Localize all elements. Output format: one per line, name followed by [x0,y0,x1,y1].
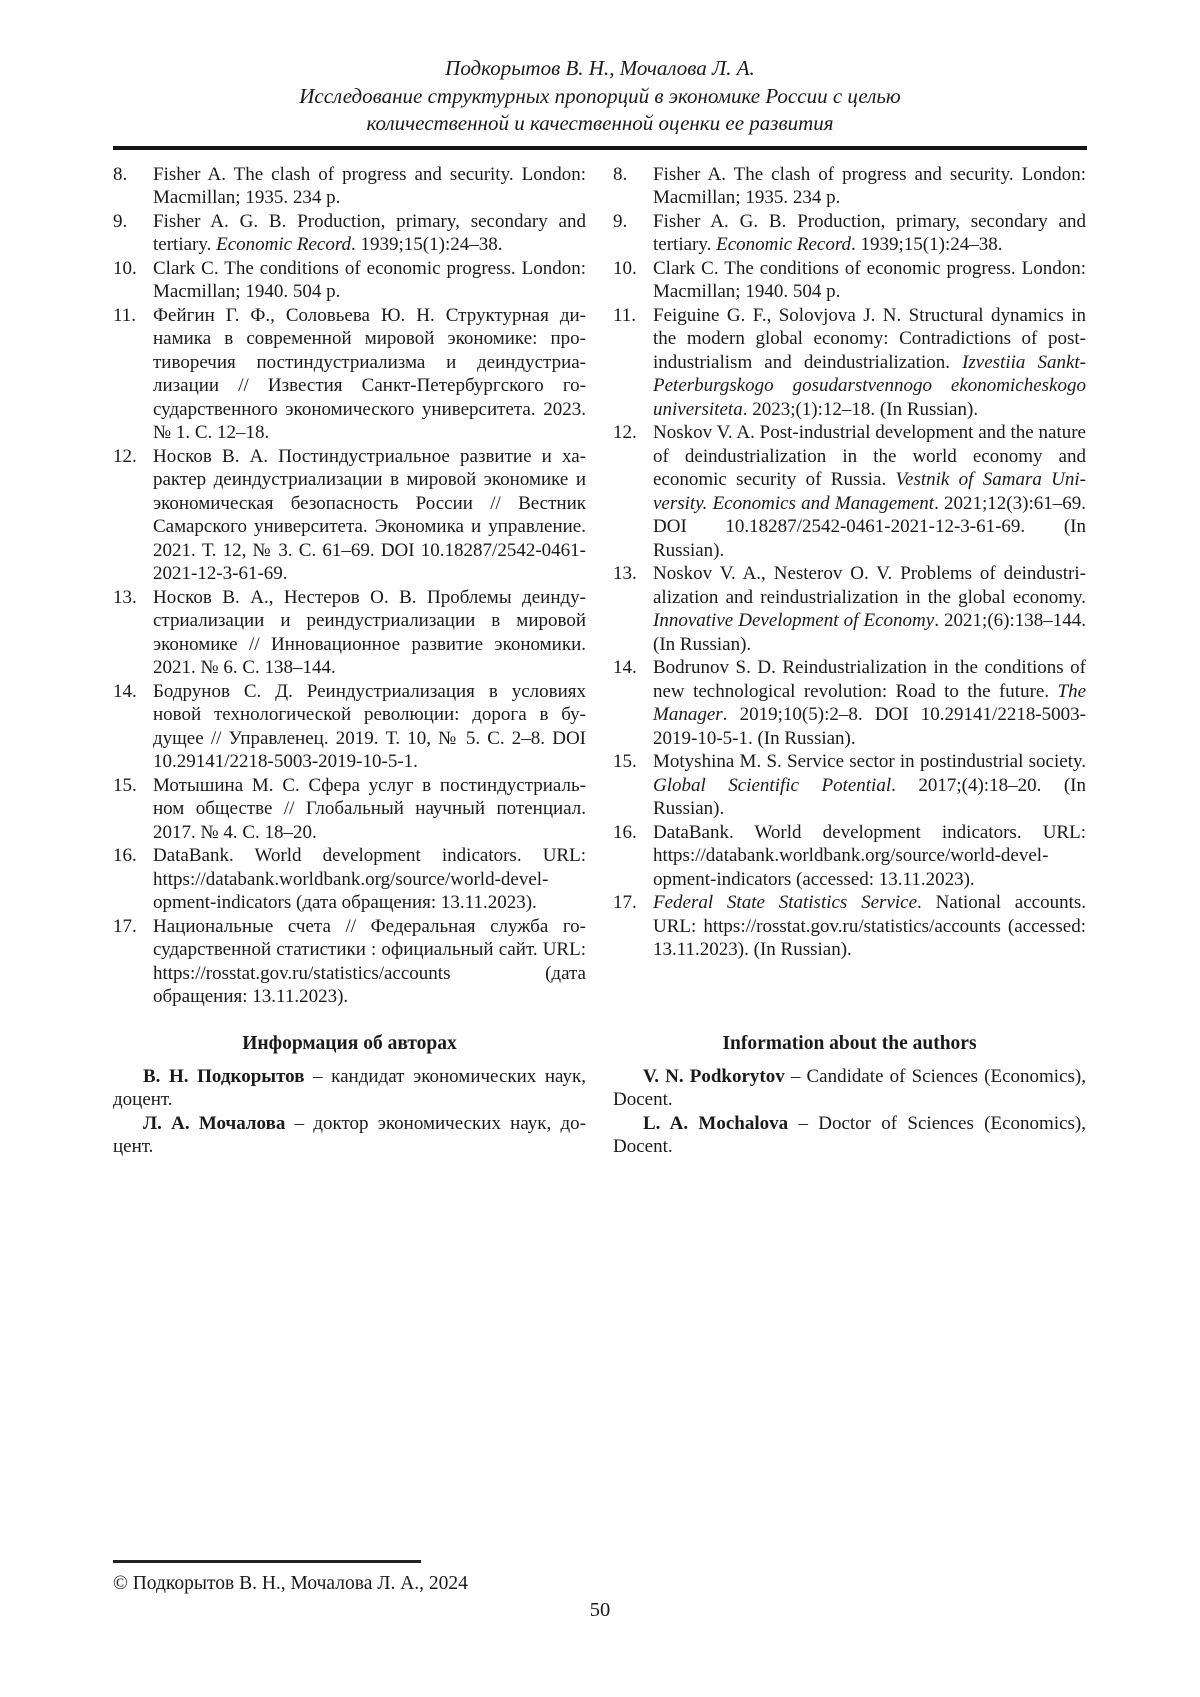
reference-text: Clark C. The conditions of economic progress. London: Macmillan; 1940. 504 p. [153,257,586,302]
reference-item [613,210,1086,257]
author-info [613,1112,1086,1159]
header-rule [113,146,1087,150]
reference-item [113,680,586,774]
reference-text: Feiguine G. F., Solovjova J. N. Structural dynamics in the modern global economy: Contradictions of post-industrialism and deindustrialization. Izvestiia Sankt-Peterburgskogo gosudarstvennogo ekonomicheskogo universiteta. 2023;(1):12–18. (In Russian). [653,304,1087,420]
author-description: – Doctor of Sciences (Economics), Docent. [613,1112,1087,1157]
reference-number: 14. [113,680,137,702]
article-header [113,0,1087,138]
reference-number: 10. [613,257,637,279]
reference-text: DataBank. World development indicators. URL: https://databank.worldbank.org/source/world-development-indicators (accessed: 13.11.2023). [653,821,1086,890]
references-section [113,163,1087,1009]
reference-number: 9. [113,210,128,232]
page-content [113,0,1087,1159]
author-description: – кандидат экономических наук, доцент. [113,1065,586,1110]
reference-number: 11. [113,304,137,326]
footer-rule [113,1560,421,1563]
reference-text: Национальные счета // Федеральная служба государственной статистики : официальный сайт. URL: https://rosstat.gov.ru/statistics/accounts (дата обращения: 13.11.2023). [153,915,586,1007]
references-left [113,163,586,1009]
reference-item [613,656,1086,750]
reference-item [613,821,1086,892]
reference-item [113,774,586,845]
reference-number: 15. [113,774,137,796]
author-name: L. A. Mochalova [643,1112,789,1134]
reference-number: 14. [613,657,637,678]
reference-item [113,163,586,210]
author-description: – доктор экономических наук, доцент. [113,1112,587,1157]
reference-text: Noskov V. A., Nesterov O. V. Problems of deindustrialization and reindustrialization in the global economy. Innovative Development of Economy. 2021;(6):138–144. (In Russian). [653,563,1086,655]
reference-text: Motyshina M. S. Service sector in postindustrial society. Global Scientific Potential. 2017;(4):18–20. (In Russian). [653,751,1086,819]
info-heading-ru: Информация об авторах [242,1032,457,1054]
reference-number: 11. [613,304,637,326]
reference-item [613,257,1086,304]
author-info [613,1065,1086,1112]
reference-item [613,421,1086,562]
reference-number: 13. [613,563,637,584]
reference-text: Fisher A. The clash of progress and security. London: Macmillan; 1935. 234 p. [153,163,586,208]
reference-number: 13. [113,586,137,608]
references-right [613,163,1086,1009]
author-name: V. N. Podkorytov [643,1065,785,1087]
reference-item [113,257,586,304]
authors-info-left [113,1032,586,1159]
authors-right [613,1065,1086,1159]
reference-text: Bodrunov S. D. Reindustrialization in the conditions of new technological revolution: Road to the future. The Manager. 2019;10(5):2–8. DOI 10.29141/2218-5003-2019-10-5-1. (In Russian). [653,657,1086,749]
author-info [113,1065,586,1112]
reference-item [113,915,586,1009]
reference-text: Noskov V. A. Post-industrial development and the nature of deindustrialization in the world economy and economic security of Russia. Vestnik of Samara University. Economics and Management. 2021;12(3):61–69. DOI 10.18287/2542-0461-2021-12-3-61-69. (In Russian). [653,422,1086,561]
reference-number: 12. [113,445,137,467]
reference-item [113,844,586,915]
reference-text: Носков В. А. Постиндустриальное развитие и характер деиндустриализации в мировой экономике и экономическая безопасность России // Вестник Самарского университета. Экономика и управление. 2021. Т. 12, № 3. С. 61–69. DOI 10.18287/2542-0461-2021-12-3-61-69. [153,445,586,584]
reference-number: 16. [613,821,637,843]
authors-info-right [613,1032,1086,1159]
reference-item [113,445,586,586]
reference-number: 9. [613,210,628,232]
authors-info-section [113,1032,1087,1159]
reference-number: 12. [613,422,637,443]
reference-item [113,586,586,680]
info-heading-en: Information about the authors [722,1032,977,1054]
reference-item [613,562,1086,656]
reference-item [613,163,1086,210]
reference-item [613,750,1086,821]
reference-number: 16. [113,845,137,866]
reference-number: 17. [113,915,137,937]
reference-number: 15. [613,751,637,772]
reference-text: Носков В. А., Нестеров О. В. Проблемы деиндустриализации и реиндустриализации в мировой экономике // Инновационное развитие экономики. 2021. № 6. С. 138–144. [153,586,586,678]
reference-number: 8. [613,163,628,185]
reference-text: Бодрунов С. Д. Реиндустриализация в условиях новой технологической революции: дорога в будущее // Управленец. 2019. Т. 10, № 5. С. 2–8. DOI 10.29141/2218-5003-2019-10-5-1. [153,680,586,772]
header-authors: Подкорытов В. Н., Мочалова Л. А. [445,56,755,80]
reference-item [613,891,1086,962]
reference-item [113,304,586,445]
reference-text: Fisher A. G. B. Production, primary, secondary and tertiary. Economic Record. 1939;15(1):24–38. [653,210,1086,255]
reference-text: Clark C. The conditions of economic progress. London: Macmillan; 1940. 504 p. [653,257,1086,302]
reference-text: Federal State Statistics Service. National accounts. URL: https://rosstat.gov.ru/statistics/accounts (accessed: 13.11.2023). (In Russian). [653,892,1087,960]
page-number: 50 [589,1599,611,1621]
reference-text: Мотышина М. С. Сфера услуг в постиндустриальном обществе // Глобальный научный потенциал. 2017. № 4. С. 18–20. [153,774,586,843]
reference-item [613,304,1086,422]
reference-number: 8. [113,163,128,185]
author-name: В. Н. Подкорытов [143,1065,305,1087]
reference-text: DataBank. World development indicators. URL: https://databank.worldbank.org/source/world-development-indicators (дата обращения: 13.11.2023). [153,845,586,913]
header-title-line-1: Исследование структурных пропорций в экономике России с целью [299,83,901,108]
author-description: – Candidate of Sciences (Economics), Docent. [613,1065,1086,1110]
reference-number: 10. [113,257,137,279]
reference-number: 17. [613,892,637,913]
reference-text: Фейгин Г. Ф., Соловьева Ю. Н. Структурная динамика в современной мировой экономике: противоречия постиндустриализма и деиндустриализации // Известия Санкт-Петербургского государственного экономического университета. 2023. № 1. С. 12–18. [153,304,586,443]
author-name: Л. А. Мочалова [143,1112,286,1134]
author-info [113,1112,586,1159]
header-title-line-2: количественной и качественной оценки ее развития [366,111,834,135]
copyright-line: © Подкорытов В. Н., Мочалова Л. А., 2024 [113,1573,468,1594]
reference-item [113,210,586,257]
authors-left [113,1065,586,1159]
reference-text: Fisher A. The clash of progress and security. London: Macmillan; 1935. 234 p. [653,163,1086,208]
reference-text: Fisher A. G. B. Production, primary, secondary and tertiary. Economic Record. 1939;15(1):24–38. [153,210,586,255]
